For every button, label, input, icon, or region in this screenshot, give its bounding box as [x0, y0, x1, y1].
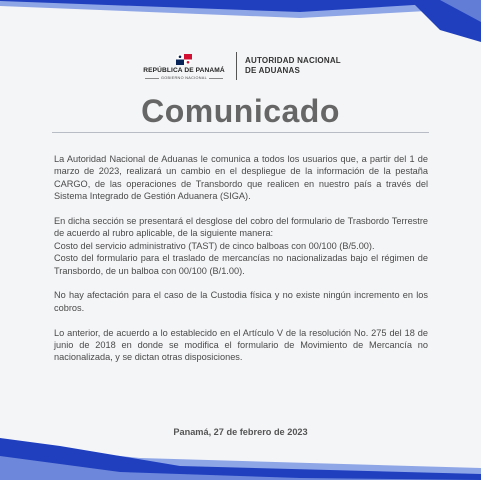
agency-name-line2: DE ADUANAS: [245, 66, 301, 75]
agency-name-line1: AUTORIDAD NACIONAL: [245, 56, 341, 65]
paragraph-legal-basis: Lo anterior, de acuerdo a lo establecido en el Artículo V de la resolución No. 275 del 18 de junio de 2018 en donde se modifica el formulario de Movimiento de Mercancía no nacionalizada, y se dictan otras disposiciones.: [54, 327, 428, 363]
communique-body: [54, 153, 428, 376]
paragraph-intro: La Autoridad Nacional de Aduanas le comunica a todos los usuarios que, a partir del 1 de marzo de 2023, realizará un cambio en el despliegue de la información de la pestaña CARGO, de las operaciones de Transbordo que realicen en nuestro país a través del Sistema Integrado de Gestión Aduanera (SIGA).: [54, 154, 428, 202]
paragraph-cost-form: Costo del formulario para el traslado de mercancías no nacionalizadas bajo el régimen de Transbordo, de un balboa con 00/100 (B/1.00).: [54, 253, 428, 276]
paragraph-cost-tast: Costo del servicio administrativo (TAST) de cinco balboas con 00/100 (B/5.00).: [54, 240, 375, 251]
paragraph-no-impact: No hay afectación para el caso de la Custodia física y no existe ningún incremento en los cobros.: [54, 290, 428, 313]
bottom-wave-decoration: [0, 438, 481, 480]
top-wave-decoration: [0, 0, 481, 45]
title-divider: [52, 132, 429, 133]
issue-date: Panamá, 27 de febrero de 2023: [173, 427, 308, 437]
republic-name: REPÚBLICA DE PANAMÁ: [143, 67, 225, 74]
paragraph-section: En dicha sección se presentará el desglose del cobro del formulario de Trasbordo Terrestre de acuerdo al rubro aplicable, de la siguiente manera:: [54, 216, 428, 239]
page-title: Comunicado: [141, 93, 340, 129]
header: [0, 48, 481, 84]
header-divider: [236, 52, 237, 80]
government-label: GOBIERNO NACIONAL: [140, 76, 228, 80]
